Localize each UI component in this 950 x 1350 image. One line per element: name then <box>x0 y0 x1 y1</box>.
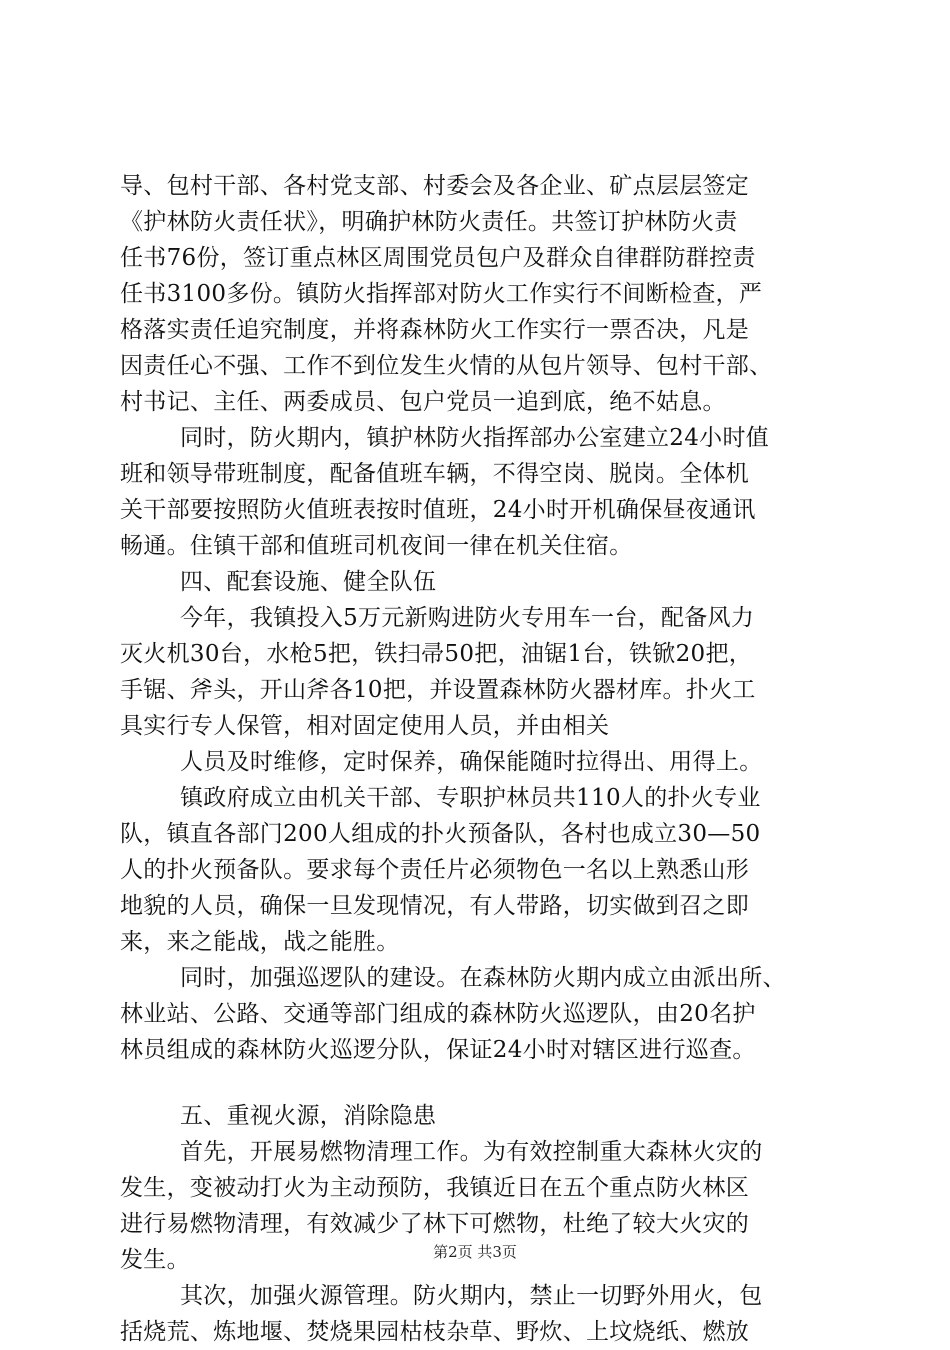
text-line: 括烧荒、炼地堰、焚烧果园枯枝杂草、野炊、上坟烧纸、燃放 <box>120 1319 750 1345</box>
document-body <box>120 168 840 1350</box>
paragraph-start-line: 镇政府成立由机关干部、专职护林员共110人的扑火专业 <box>180 785 761 811</box>
paragraph-start-line: 首先，开展易燃物清理工作。为有效控制重大森林火灾的 <box>180 1139 763 1165</box>
text-line: 具实行专人保管，相对固定使用人员，并由相关 <box>120 713 610 739</box>
text-line: 灭火机30台，水枪5把，铁扫帚50把，油锯1台，铁锨20把， <box>120 641 753 667</box>
text-line: 发生。 <box>120 1247 190 1273</box>
paragraph-start-line: 人员及时维修，定时保养，确保能随时拉得出、用得上。 <box>180 749 763 775</box>
section-heading: 五、重视火源，消除隐患 <box>180 1103 437 1129</box>
paragraph-gap <box>120 1068 840 1098</box>
text-line: 发生，变被动打火为主动预防，我镇近日在五个重点防火林区 <box>120 1175 750 1201</box>
page-number-footer: 第2页 共3页 <box>433 1243 517 1261</box>
text-line: 格落实责任追究制度，并将森林防火工作实行一票否决，凡是 <box>120 317 750 343</box>
text-line: 队，镇直各部门200人组成的扑火预备队，各村也成立30—50 <box>120 821 761 847</box>
paragraph-start-line: 同时，防火期内，镇护林防火指挥部办公室建立24小时值 <box>180 425 770 451</box>
text-line: 任书76份，签订重点林区周围党员包户及群众自律群防群控责 <box>120 245 756 271</box>
text-line: 来，来之能战，战之能胜。 <box>120 929 400 955</box>
text-line: 进行易燃物清理，有效减少了林下可燃物，杜绝了较大火灾的 <box>120 1211 750 1237</box>
paragraph-start-line: 同时，加强巡逻队的建设。在森林防火期内成立由派出所、 <box>180 965 786 991</box>
text-line: 手锯、斧头，开山斧各10把，并设置森林防火器材库。扑火工 <box>120 677 756 703</box>
text-line: 林业站、公路、交通等部门组成的森林防火巡逻队，由20名护 <box>120 1001 756 1027</box>
text-line: 人的扑火预备队。要求每个责任片必须物色一名以上熟悉山形 <box>120 857 750 883</box>
text-line: 村书记、主任、两委成员、包户党员一追到底，绝不姑息。 <box>120 389 726 415</box>
text-line: 林员组成的森林防火巡逻分队，保证24小时对辖区进行巡查。 <box>120 1037 756 1063</box>
text-line: 地貌的人员，确保一旦发现情况，有人带路，切实做到召之即 <box>120 893 750 919</box>
text-line: 因责任心不强、工作不到位发生火情的从包片领导、包村干部、 <box>120 353 773 379</box>
text-line: 导、包村干部、各村党支部、村委会及各企业、矿点层层签定 <box>120 173 750 199</box>
text-line: 任书3100多份。镇防火指挥部对防火工作实行不间断检查，严 <box>120 281 763 307</box>
section-heading: 四、配套设施、健全队伍 <box>180 569 437 595</box>
text-line: 班和领导带班制度，配备值班车辆，不得空岗、脱岗。全体机 <box>120 461 750 487</box>
paragraph-start-line: 其次，加强火源管理。防火期内，禁止一切野外用火，包 <box>180 1283 763 1309</box>
text-line: 关干部要按照防火值班表按时值班，24小时开机确保昼夜通讯 <box>120 497 756 523</box>
text-line: 畅通。住镇干部和值班司机夜间一律在机关住宿。 <box>120 533 633 559</box>
paragraph-start-line: 今年，我镇投入5万元新购进防火专用车一台，配备风力 <box>180 605 755 631</box>
text-line: 《护林防火责任状》，明确护林防火责任。共签订护林防火责 <box>120 209 738 235</box>
